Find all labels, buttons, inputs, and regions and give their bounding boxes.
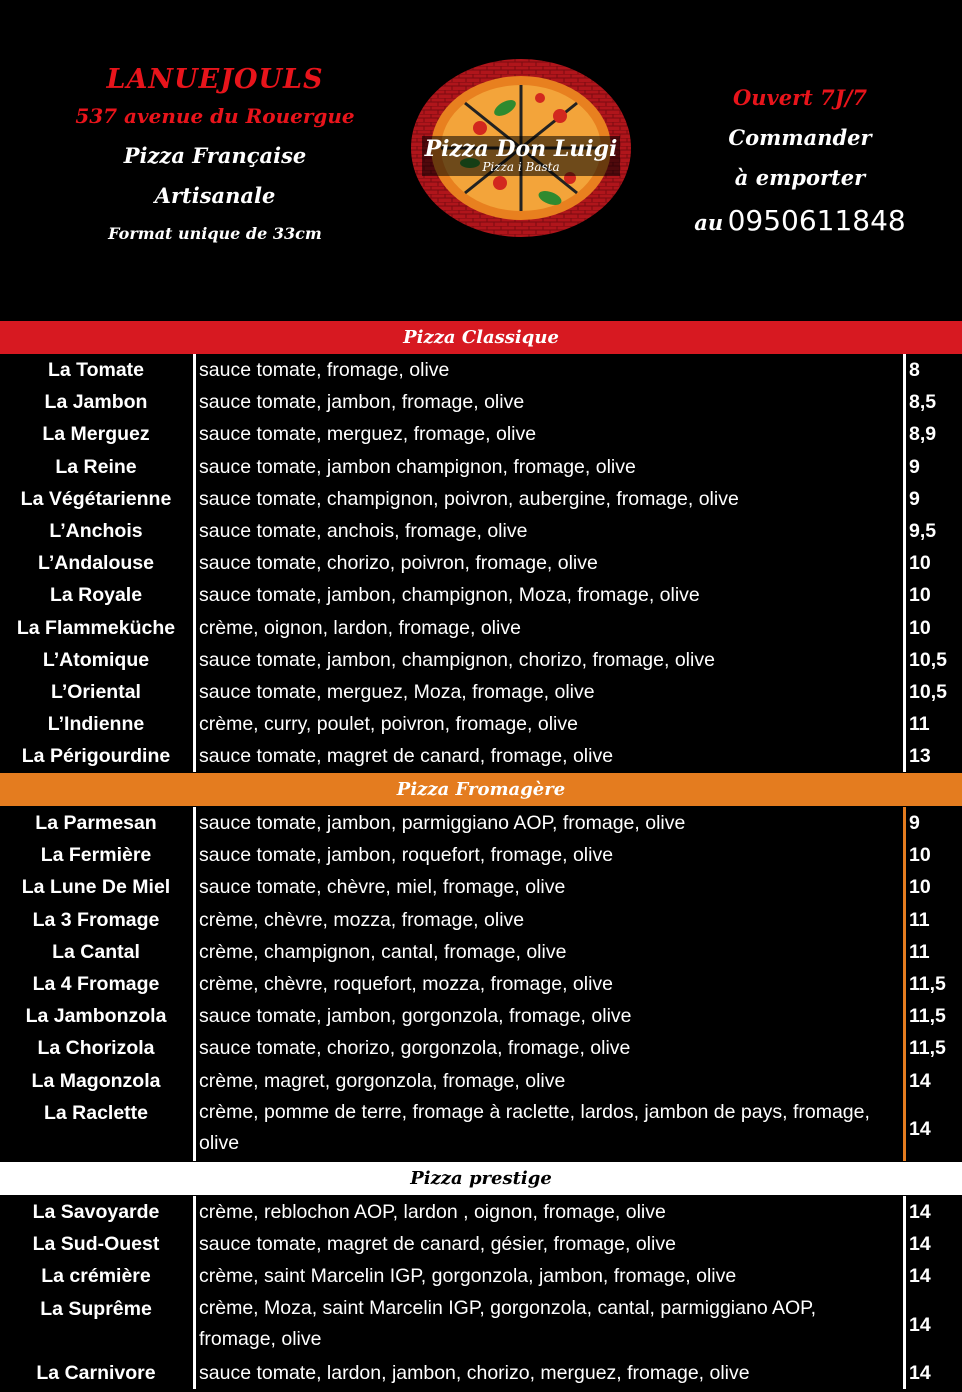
item-desc: crème, reblochon AOP, lardon , oignon, fromage, olive: [199, 1201, 666, 1223]
menu-item: [0, 451, 962, 483]
item-desc: crème, pomme de terre, fromage à raclette, lardos, jambon de pays, fromage, olive: [199, 1100, 870, 1154]
item-desc: crème, champignon, cantal, fromage, olive: [199, 940, 567, 963]
item-price: 11,5: [909, 972, 946, 995]
item-desc: sauce tomate, lardon, jambon, chorizo, merguez, fromage, olive: [199, 1361, 750, 1384]
item-price: 11,5: [909, 1005, 946, 1028]
menu-item: [0, 839, 962, 871]
menu-item: [0, 936, 962, 968]
item-desc: sauce tomate, jambon, fromage, olive: [199, 391, 525, 414]
item-desc: crème, saint Marcelin IGP, gorgonzola, jambon, fromage, olive: [199, 1265, 737, 1288]
item-price: 14: [909, 1313, 931, 1336]
item-desc: sauce tomate, magret de canard, gésier, fromage, olive: [199, 1233, 676, 1256]
menu-item: [0, 676, 962, 708]
section-header-classique: Pizza Classique: [0, 321, 962, 354]
item-price: 10: [909, 844, 931, 867]
order-line-2: à emporter: [734, 165, 866, 190]
item-name: L’Atomique: [42, 648, 150, 671]
menu-item: [0, 354, 962, 386]
item-desc: sauce tomate, champignon, poivron, aubergine, fromage, olive: [199, 487, 739, 510]
menu-item: [0, 612, 962, 644]
menu-item: [0, 807, 962, 839]
restaurant-info: [0, 60, 430, 252]
order-info: [660, 78, 940, 249]
menu-item: [0, 547, 962, 579]
phone-row: [660, 198, 940, 249]
phone-number[interactable]: 0950611848: [727, 204, 906, 237]
menu-item: [0, 1032, 962, 1064]
item-price: 8,5: [909, 391, 937, 414]
item-desc: sauce tomate, merguez, Moza, fromage, olive: [199, 680, 595, 703]
item-name: La Carnivore: [36, 1361, 156, 1384]
order-line-1: Commander: [728, 125, 872, 150]
item-price: 11,5: [909, 1037, 946, 1060]
menu-item: [0, 904, 962, 936]
item-desc: sauce tomate, chorizo, poivron, fromage, olive: [199, 552, 598, 575]
menu-item: [0, 483, 962, 515]
item-price: 13: [909, 745, 931, 768]
item-name: La Sud-Ouest: [32, 1233, 160, 1256]
item-price: 14: [909, 1201, 931, 1223]
item-desc: crème, oignon, lardon, fromage, olive: [199, 616, 521, 639]
item-desc: sauce tomate, jambon champignon, fromage, olive: [199, 455, 636, 478]
item-price: 9,5: [909, 519, 937, 542]
item-name: La Reine: [55, 455, 137, 478]
item-price: 9: [909, 455, 920, 478]
tagline-2: Artisanale: [154, 183, 276, 208]
item-desc: crème, chèvre, mozza, fromage, olive: [199, 908, 525, 931]
item-price: 14: [909, 1069, 931, 1092]
item-price: 10: [909, 616, 931, 639]
section-header-fromagere: Pizza Fromagère: [0, 773, 962, 806]
item-desc: sauce tomate, jambon, champignon, chorizo, fromage, olive: [199, 648, 715, 671]
item-name: La Raclette: [43, 1101, 149, 1124]
tagline-1: Pizza Française: [123, 143, 307, 168]
item-price: 10,5: [909, 648, 947, 671]
item-desc: crème, curry, poulet, poivron, fromage, olive: [199, 713, 578, 736]
menu-table-prestige: [0, 1196, 962, 1389]
item-desc: sauce tomate, chorizo, gorgonzola, fromage, olive: [199, 1037, 631, 1060]
item-name: La Magonzola: [31, 1069, 161, 1092]
logo-title: Pizza Don Luigi: [424, 136, 618, 162]
item-price: 10,5: [909, 680, 947, 703]
item-name: La Fermière: [40, 844, 152, 867]
menu-item: [0, 1196, 962, 1228]
item-name: La Tomate: [47, 359, 145, 381]
item-price: 14: [909, 1361, 931, 1384]
menu-item: [0, 968, 962, 1000]
opening-days: Ouvert 7J/7: [732, 85, 868, 110]
menu-item: [0, 418, 962, 450]
item-price: 10: [909, 552, 931, 575]
item-name: La Végétarienne: [20, 487, 172, 510]
item-desc: crème, magret, gorgonzola, fromage, olive: [199, 1069, 566, 1092]
item-price: 9: [909, 487, 920, 510]
city-name: LANUEJOULS: [106, 64, 324, 95]
pizza-logo: [410, 58, 632, 238]
item-desc: sauce tomate, fromage, olive: [199, 359, 450, 381]
item-name: L’Anchois: [49, 519, 143, 542]
item-name: La Lune De Miel: [21, 876, 171, 899]
item-name: L’Oriental: [51, 680, 141, 703]
item-price: 11: [909, 908, 930, 931]
item-name: La Périgourdine: [21, 745, 171, 768]
item-name: La 3 Fromage: [32, 908, 160, 931]
item-desc: crème, chèvre, roquefort, mozza, fromage, olive: [199, 972, 614, 995]
menu-item: [0, 1260, 962, 1292]
item-desc: sauce tomate, anchois, fromage, olive: [199, 519, 528, 542]
menu-item: [0, 579, 962, 611]
menu-item: [0, 1000, 962, 1032]
menu-item: [0, 1228, 962, 1260]
item-name: La Merguez: [42, 423, 150, 446]
menu-item: [0, 1293, 962, 1357]
item-desc: sauce tomate, jambon, gorgonzola, fromage, olive: [199, 1005, 632, 1028]
menu-item: [0, 740, 962, 772]
menu-item: [0, 644, 962, 676]
section-header-prestige: Pizza prestige: [0, 1162, 962, 1195]
item-name: L’Indienne: [47, 713, 145, 736]
item-price: 8,9: [909, 423, 937, 446]
item-price: 14: [909, 1233, 931, 1256]
item-name: La Jambonzola: [25, 1005, 167, 1028]
item-price: 11: [909, 713, 930, 736]
item-name: La Parmesan: [35, 812, 157, 834]
item-price: 8: [909, 359, 920, 381]
phone-prefix: au: [694, 210, 724, 235]
address: 537 avenue du Rouergue: [75, 104, 355, 128]
item-desc: sauce tomate, jambon, champignon, Moza, fromage, olive: [199, 584, 700, 607]
menu-item: [0, 708, 962, 740]
menu-table-classique: [0, 354, 962, 772]
item-price: 10: [909, 584, 931, 607]
logo-subtitle: Pizza i Basta: [482, 160, 560, 174]
item-name: La Suprême: [40, 1297, 152, 1320]
item-price: 11: [909, 940, 930, 963]
item-price: 14: [909, 1117, 931, 1140]
item-name: La crémière: [41, 1265, 151, 1288]
item-desc: sauce tomate, jambon, parmiggiano AOP, fromage, olive: [199, 812, 686, 834]
item-desc: sauce tomate, jambon, roquefort, fromage, olive: [199, 844, 614, 867]
format-note: Format unique de 33cm: [108, 224, 322, 243]
menu-item: [0, 1065, 962, 1097]
item-name: L’Andalouse: [38, 552, 154, 575]
item-desc: sauce tomate, merguez, fromage, olive: [199, 423, 537, 446]
item-name: La Jambon: [44, 391, 148, 414]
menu-item: [0, 871, 962, 903]
item-price: 14: [909, 1265, 931, 1288]
item-desc: crème, Moza, saint Marcelin IGP, gorgonzola, cantal, parmiggiano AOP, fromage, olive: [199, 1296, 817, 1350]
menu-table-fromagere: [0, 807, 962, 1161]
item-name: La Chorizola: [37, 1037, 155, 1060]
menu-item: [0, 1357, 962, 1389]
menu-item: [0, 1097, 962, 1161]
item-desc: sauce tomate, magret de canard, fromage, olive: [199, 745, 614, 768]
item-name: La Cantal: [52, 940, 140, 963]
item-name: La Flammeküche: [16, 616, 176, 639]
item-price: 10: [909, 876, 931, 899]
item-desc: sauce tomate, chèvre, miel, fromage, olive: [199, 876, 566, 899]
item-price: 9: [909, 812, 920, 834]
menu-item: [0, 515, 962, 547]
item-name: La Savoyarde: [32, 1201, 160, 1223]
item-name: La Royale: [49, 584, 143, 607]
item-name: La 4 Fromage: [32, 972, 160, 995]
menu-item: [0, 386, 962, 418]
